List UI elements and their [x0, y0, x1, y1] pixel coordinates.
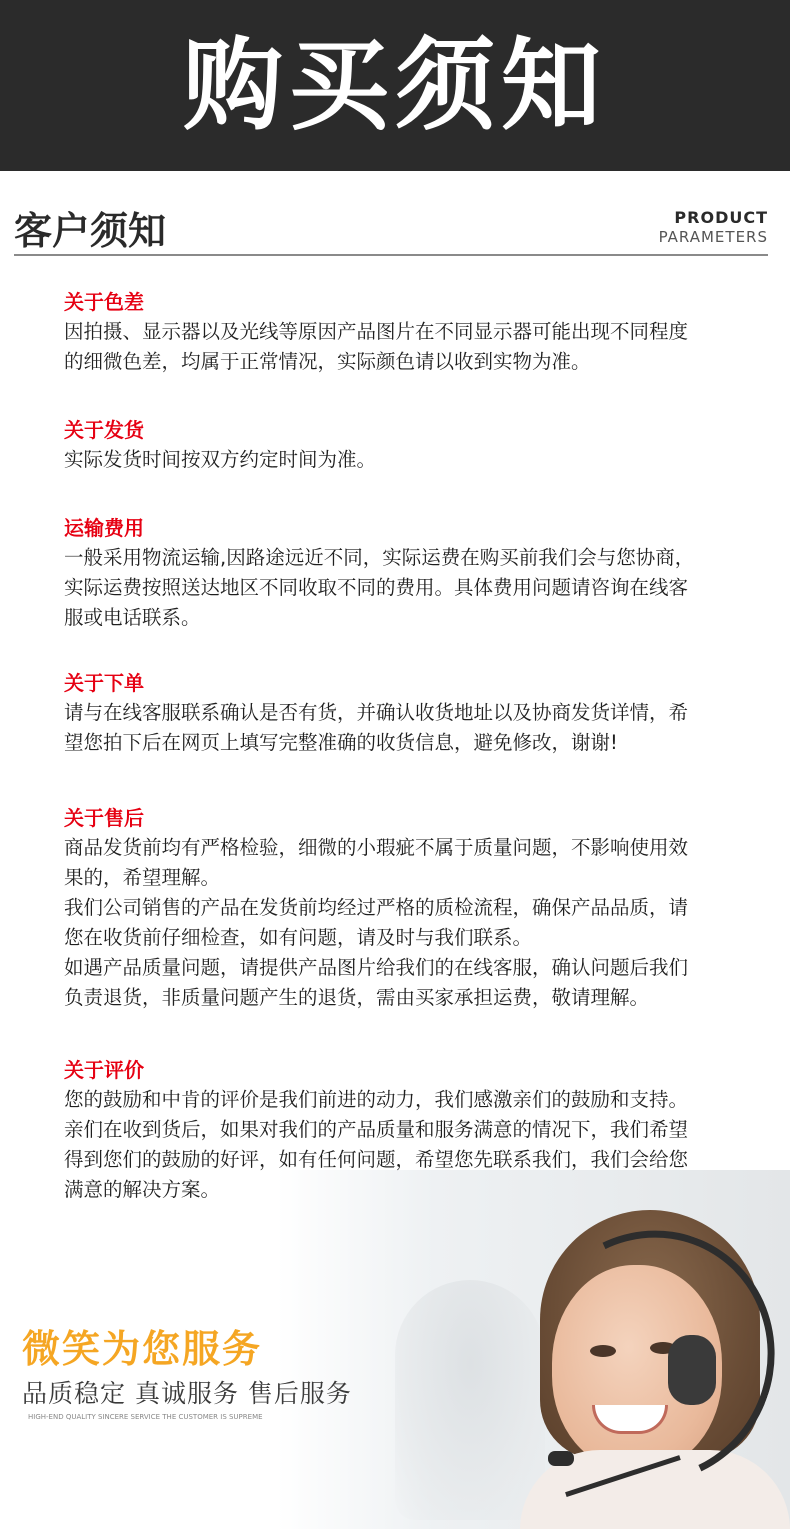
- section-title: 关于色差: [64, 290, 144, 314]
- header-english-tag: [659, 208, 768, 246]
- section-title: 关于评价: [64, 1058, 144, 1082]
- notice-section-review: [64, 1055, 724, 1205]
- section-line: 您在收货前仔细检查，如有问题，请及时与我们联系。: [64, 926, 533, 949]
- notice-section-freight: [64, 513, 724, 633]
- section-line: 的细微色差，均属于正常情况，实际颜色请以收到实物为准。: [64, 350, 591, 373]
- notice-section-shipping: [64, 415, 724, 475]
- section-line: 果的，希望理解。: [64, 866, 221, 889]
- section-line: 实际发货时间按双方约定时间为准。: [64, 448, 377, 471]
- section-line: 服或电话联系。: [64, 606, 201, 629]
- section-line: 因拍摄、显示器以及光线等原因产品图片在不同显示器可能出现不同程度: [64, 320, 689, 343]
- section-line: 满意的解决方案。: [64, 1178, 221, 1201]
- top-banner: [0, 0, 790, 171]
- section-line: 请与在线客服联系确认是否有货，并确认收货地址以及协商发货详情，希: [64, 701, 689, 724]
- notice-section-order: [64, 668, 724, 758]
- section-header: [14, 196, 768, 256]
- section-title: 关于下单: [64, 671, 144, 695]
- section-line: 您的鼓励和中肯的评价是我们前进的动力，我们感激亲们的鼓励和支持。: [64, 1088, 689, 1111]
- section-title: 关于售后: [64, 806, 144, 830]
- section-line: 如遇产品质量问题，请提供产品图片给我们的在线客服，确认问题后我们: [64, 956, 689, 979]
- banner-title: 购买须知: [183, 26, 607, 144]
- section-line: 得到您们的鼓励的好评，如有任何问题，希望您先联系我们，我们会给您: [64, 1148, 689, 1171]
- section-line: 我们公司销售的产品在发货前均经过严格的质检流程，确保产品品质，请: [64, 896, 689, 919]
- service-subtitle: 品质稳定 真诚服务 售后服务: [22, 1379, 352, 1408]
- notice-section-color: [64, 287, 724, 377]
- section-line: 亲们在收到货后，如果对我们的产品质量和服务满意的情况下，我们希望: [64, 1118, 689, 1141]
- header-english-line2: PARAMETERS: [658, 228, 768, 246]
- section-line: 实际运费按照送达地区不同收取不同的费用。具体费用问题请咨询在线客: [64, 576, 689, 599]
- section-line: 负责退货，非质量问题产生的退货，需由买家承担运费，敬请理解。: [64, 986, 650, 1009]
- section-title: 运输费用: [64, 516, 144, 540]
- notice-section-aftersales: [64, 803, 724, 1013]
- section-line: 一般采用物流运输,因路途远近不同，实际运费在购买前我们会与您协商，: [64, 546, 695, 569]
- microphone-icon: [548, 1451, 574, 1466]
- section-line: 望您拍下后在网页上填写完整准确的收货信息，避免修改，谢谢!: [64, 731, 618, 754]
- header-english-line1: PRODUCT: [674, 208, 768, 227]
- section-title: 关于发货: [64, 418, 144, 442]
- service-slogan: 微笑为您服务: [22, 1327, 263, 1371]
- headset-earpiece: [668, 1335, 716, 1405]
- section-line: 商品发货前均有严格检验，细微的小瑕疵不属于质量问题，不影响使用效: [64, 836, 689, 859]
- service-english-tagline: HIGH-END QUALITY SINCERE SERVICE THE CUSTOMER IS SUPREME: [28, 1413, 263, 1421]
- background-person-image: [395, 1280, 545, 1520]
- header-title: 客户须知: [14, 209, 167, 253]
